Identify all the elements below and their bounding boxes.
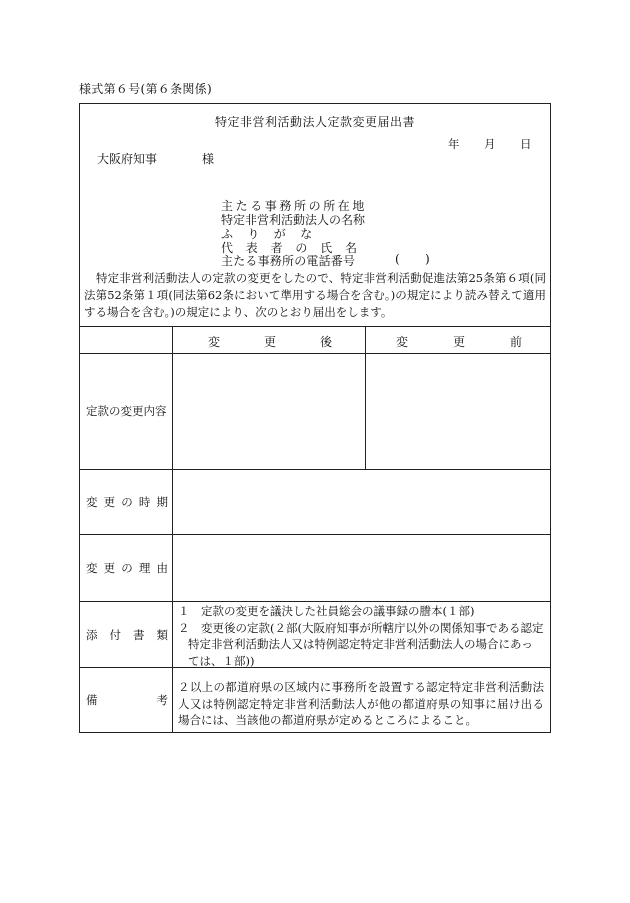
row-label-timing: 変 更 の 時 期 [86,495,168,509]
row-label-remarks: 備 考 [86,693,168,707]
field-phone: 主たる事務所の電話番号 [221,254,356,268]
table-top-rule [80,326,550,327]
header-before: 変 更 前 [396,335,522,349]
row-label-content: 定款の変更内容 [86,404,167,418]
attachment-item: ２ 変更後の定款(２部(大阪府知事が所轄庁以外の関係知事である認定特定非営利活動法人又は特例認定特定非営利活動法人の場合にあっては、１部)) [178,620,544,668]
row-label-reason: 変 更 の 理 由 [86,561,168,575]
field-office-address: 主たる事務所の所在地 [221,199,368,213]
date-day[interactable]: 日 [520,137,532,151]
form-box [79,103,551,733]
date-month[interactable]: 月 [484,137,496,151]
addressee-honorific: 様 [202,152,215,166]
row-label-attachments: 添 付 書 類 [86,628,168,642]
addressee-name: 大阪府知事 [97,152,158,166]
remarks-text: ２以上の都道府県の区域内に事務所を設置する認定特定非営利活動法人又は特例認定特定非営利活動法人が他の都道府県の知事に届け出る場合には、当該他の都道府県が定めるところによること。 [178,680,544,727]
phone-parentheses[interactable]: ( ) [395,252,430,266]
field-representative: 代 表 者 の 氏 名 [221,241,358,255]
attachments-list [178,603,544,669]
form-title: 特定非営利活動法人定款変更届出書 [214,115,415,129]
header-after: 変 更 後 [208,335,332,349]
date-year[interactable]: 年 [448,137,460,151]
attachment-item: １ 定款の変更を議決した社員総会の議事録の謄本(１部) [178,604,475,618]
field-corporation-name: 特定非営利活動法人の名称 [221,213,366,227]
field-furigana: ふ り が な [221,227,314,241]
form-number: 様式第６号(第６条関係) [79,82,212,96]
declaration-text: 特定非営利活動法人の定款の変更をしたので、特定非営利活動促進法第25条第６項(同法第52条第１項(同法第62条において準用する場合を含む。)の規定により読み替えて適用する場合を含む。)の規定により、次のとおり届出をします。 [84,271,546,319]
